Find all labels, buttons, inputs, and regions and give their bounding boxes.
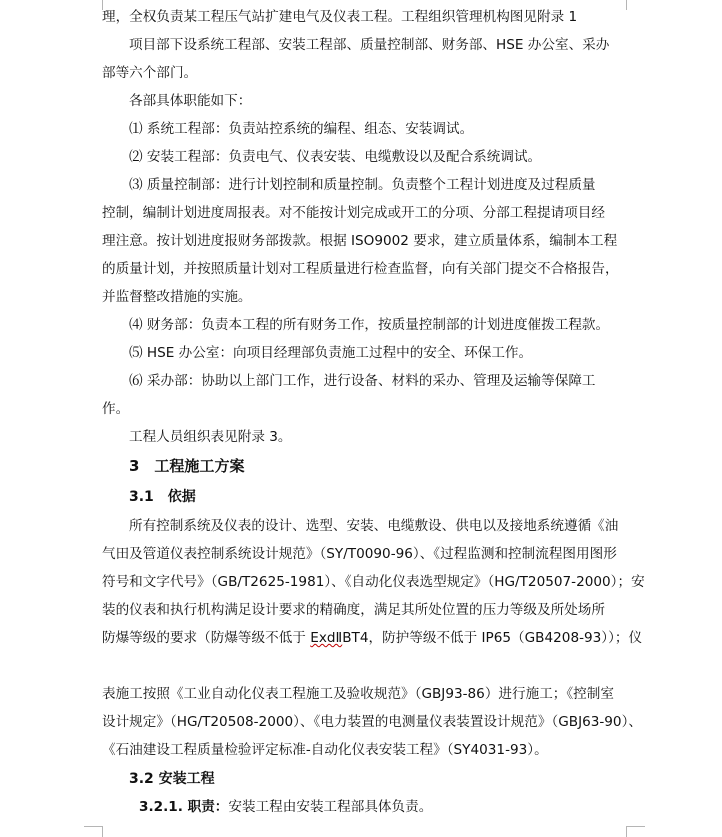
clause-label: 3.2.1. 职责： xyxy=(139,799,229,815)
paragraph-line: 符号和文字代号》（GB/T2625-1981）、《自动化仪表选型规定》（HG/T20507-2000）；安 xyxy=(102,574,645,590)
paragraph-line: 各部具体职能如下： xyxy=(129,93,252,109)
list-item: ⑵ 安装工程部：负责电气、仪表安装、电缆敷设以及配合系统调试。 xyxy=(129,149,542,165)
paragraph-line: 所有控制系统及仪表的设计、选型、安装、电缆敷设、供电以及接地系统遵循《油 xyxy=(129,518,619,534)
paragraph-line: 装的仪表和执行机构满足设计要求的精确度，满足其所处位置的压力等级及所处场所 xyxy=(102,602,605,618)
paragraph-line: 理注意。按计划进度报财务部拨款。根据 ISO9002 要求，建立质量体系，编制本工程 xyxy=(102,233,618,249)
paragraph-line: 气田及管道仪表控制系统设计规范》（SY/T0090-96）、《过程监测和控制流程图用图形 xyxy=(102,546,617,562)
page-corner-mark xyxy=(84,826,103,837)
section-heading: 3 工程施工方案 xyxy=(129,457,245,475)
paragraph-line xyxy=(102,629,642,647)
list-item: ⑹ 采办部：协助以上部门工作，进行设备、材料的采办、管理及运输等保障工 xyxy=(129,373,596,389)
spellcheck-marked-text: ExdⅡ xyxy=(310,630,343,646)
paragraph-line xyxy=(139,798,432,816)
paragraph-line: 的质量计划，并按照质量计划对工程质量进行检查监督，向有关部门提交不合格报告， xyxy=(102,261,619,277)
paragraph-line: 《石油建设工程质量检验评定标准-自动化仪表安装工程》（SY4031-93）。 xyxy=(102,742,548,758)
clause-text: 安装工程由安装工程部具体负责。 xyxy=(228,799,433,815)
paragraph-line: 作。 xyxy=(102,401,130,417)
subsection-heading: 3.2 安装工程 xyxy=(129,771,215,787)
paragraph-line: 并监督整改措施的实施。 xyxy=(102,289,252,305)
page-corner-mark xyxy=(626,826,645,837)
paragraph-line: 工程人员组织表见附录 3。 xyxy=(129,429,292,445)
text-span: 防爆等级的要求（防爆等级不低于 xyxy=(102,630,311,646)
paragraph-line: 表施工按照《工业自动化仪表工程施工及验收规范》（GBJ93-86）进行施工；《控制室 xyxy=(102,686,614,702)
page-corner-mark xyxy=(86,0,103,10)
list-item: ⑷ 财务部：负责本工程的所有财务工作，按质量控制部的计划进度催拨工程款。 xyxy=(129,317,610,333)
text-span: BT4，防护等级不低于 IP65（GB4208-93））；仪 xyxy=(342,630,643,646)
page-corner-mark xyxy=(626,0,643,10)
list-item: ⑸ HSE 办公室：向项目经理部负责施工过程中的安全、环保工作。 xyxy=(129,345,533,361)
paragraph-line: 设计规定》（HG/T20508-2000）、《电力装置的电测量仪表装置设计规范》（GBJ63-90）、 xyxy=(102,714,642,730)
paragraph-line: 理，全权负责某工程压气站扩建电气及仪表工程。工程组织管理机构图见附录 1 xyxy=(102,9,578,25)
list-item: ⑴ 系统工程部：负责站控系统的编程、组态、安装调试。 xyxy=(129,121,474,137)
list-item: ⑶ 质量控制部：进行计划控制和质量控制。负责整个工程计划进度及过程质量 xyxy=(129,177,596,193)
paragraph-line: 项目部下设系统工程部、安装工程部、质量控制部、财务部、HSE 办公室、采办 xyxy=(129,37,610,53)
paragraph-line: 部等六个部门。 xyxy=(102,65,198,81)
subsection-heading: 3.1 依据 xyxy=(129,489,196,505)
paragraph-line: 控制，编制计划进度周报表。对不能按计划完成或开工的分项、分部工程提请项目经 xyxy=(102,205,605,221)
